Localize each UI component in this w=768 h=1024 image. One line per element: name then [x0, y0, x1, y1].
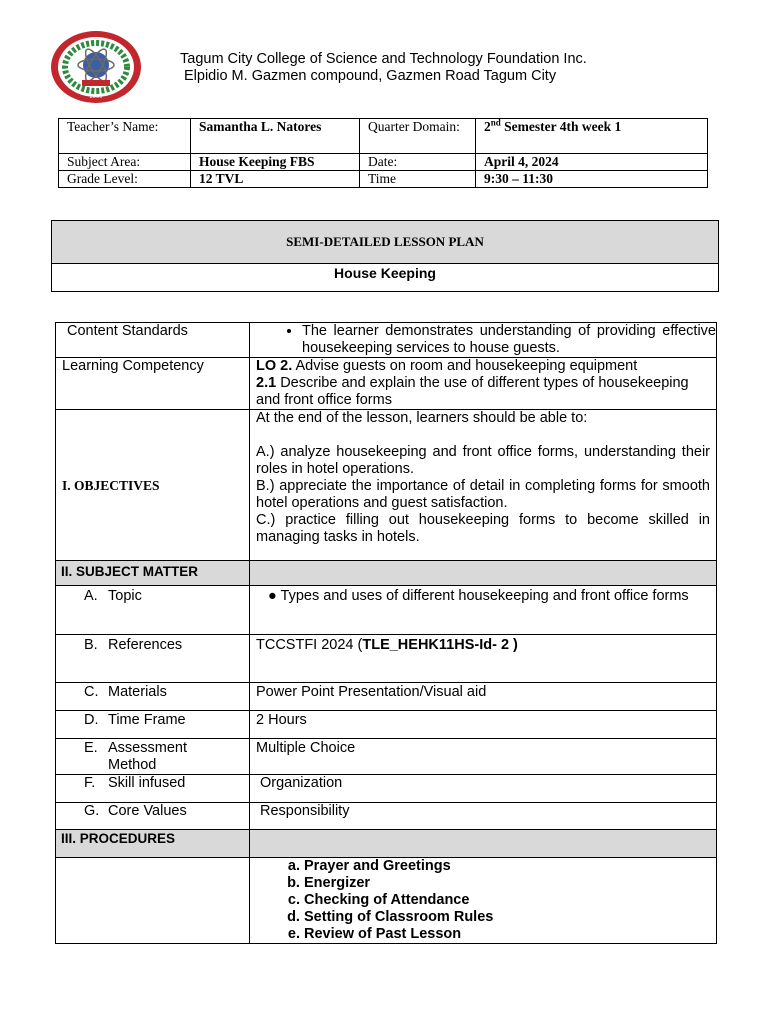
subject-value: House Keeping FBS [191, 154, 360, 171]
objective-item: C.) practice filling out housekeeping forms to become skilled in managing tasks in hotels. [256, 512, 710, 545]
teacher-info-table [58, 118, 708, 188]
lesson-plan-table [55, 322, 717, 944]
procedures-cell [250, 858, 717, 944]
subject-label: Subject Area: [59, 154, 191, 171]
assessment-value: Multiple Choice [250, 739, 717, 775]
materials-value: Power Point Presentation/Visual aid [250, 683, 717, 711]
institution-address: Elpidio M. Gazmen compound, Gazmen Road Tagum City [184, 68, 557, 84]
procedures-label: III. PROCEDURES [56, 830, 250, 858]
date-value: April 4, 2024 [476, 154, 708, 171]
content-standards-cell [250, 323, 717, 358]
procedures-filler [250, 830, 717, 858]
topic-label: A. Topic [56, 586, 250, 635]
subject-matter-filler [250, 561, 717, 586]
timeframe-label: D. Time Frame [56, 711, 250, 739]
competency-label: Learning Competency [56, 358, 250, 410]
procedures-empty-cell [56, 858, 250, 944]
institution-name: Tagum City College of Science and Technology Foundation Inc. [180, 51, 587, 67]
values-label: G. Core Values [56, 803, 250, 830]
subject-matter-label: II. SUBJECT MATTER [56, 561, 250, 586]
procedure-item: a. Prayer and Greetings [304, 858, 716, 875]
lesson-plan-heading: SEMI-DETAILED LESSON PLAN [52, 221, 718, 264]
objectives-cell [250, 410, 717, 561]
teacher-label: Teacher’s Name: [59, 119, 191, 154]
objective-item: A.) analyze housekeeping and front office forms, understanding their roles in hotel operations. [256, 444, 710, 477]
grade-label: Grade Level: [59, 171, 191, 188]
procedure-item: b. Energizer [304, 875, 716, 892]
content-standards-label: Content Standards [56, 323, 250, 358]
procedure-item: d. Setting of Classroom Rules [304, 909, 716, 926]
quarter-value: 2nd Semester 4th week 1 [476, 119, 708, 154]
assessment-label: E. Assessment Method [56, 739, 250, 775]
skill-value: Organization [250, 775, 717, 803]
grade-value: 12 TVL [191, 171, 360, 188]
objectives-intro: At the end of the lesson, learners should be able to: [256, 410, 588, 426]
references-value: TCCSTFI 2024 (TLE_HEHK11HS-Id- 2 ) [250, 635, 717, 683]
quarter-label: Quarter Domain: [360, 119, 476, 154]
materials-label: C. Materials [56, 683, 250, 711]
procedure-item: c. Checking of Attendance [304, 892, 716, 909]
objectives-label: I. OBJECTIVES [56, 410, 250, 561]
competency-cell: LO 2. Advise guests on room and housekeeping equipment 2.1 Describe and explain the use of different types of housekeeping and front office forms [250, 358, 717, 410]
school-seal-logo [50, 30, 142, 104]
values-value: Responsibility [250, 803, 717, 830]
topic-value: ● Types and uses of different housekeeping and front office forms [250, 586, 717, 635]
time-value: 9:30 – 11:30 [476, 171, 708, 188]
lesson-plan-subject: House Keeping [334, 265, 436, 281]
svg-text:2006: 2006 [89, 94, 103, 100]
content-standards-value: • The learner demonstrates understanding of providing effective housekeeping services to house guests. [302, 323, 716, 357]
references-label: B. References [56, 635, 250, 683]
time-label: Time [360, 171, 476, 188]
teacher-name: Samantha L. Natores [191, 119, 360, 154]
school-header [180, 51, 587, 85]
lesson-plan-title-box [51, 220, 719, 292]
objective-item: B.) appreciate the importance of detail in completing forms for smooth hotel operations and guest satisfaction. [256, 478, 710, 511]
timeframe-value: 2 Hours [250, 711, 717, 739]
date-label: Date: [360, 154, 476, 171]
procedure-item: e. Review of Past Lesson [304, 926, 716, 943]
skill-label: F. Skill infused [56, 775, 250, 803]
